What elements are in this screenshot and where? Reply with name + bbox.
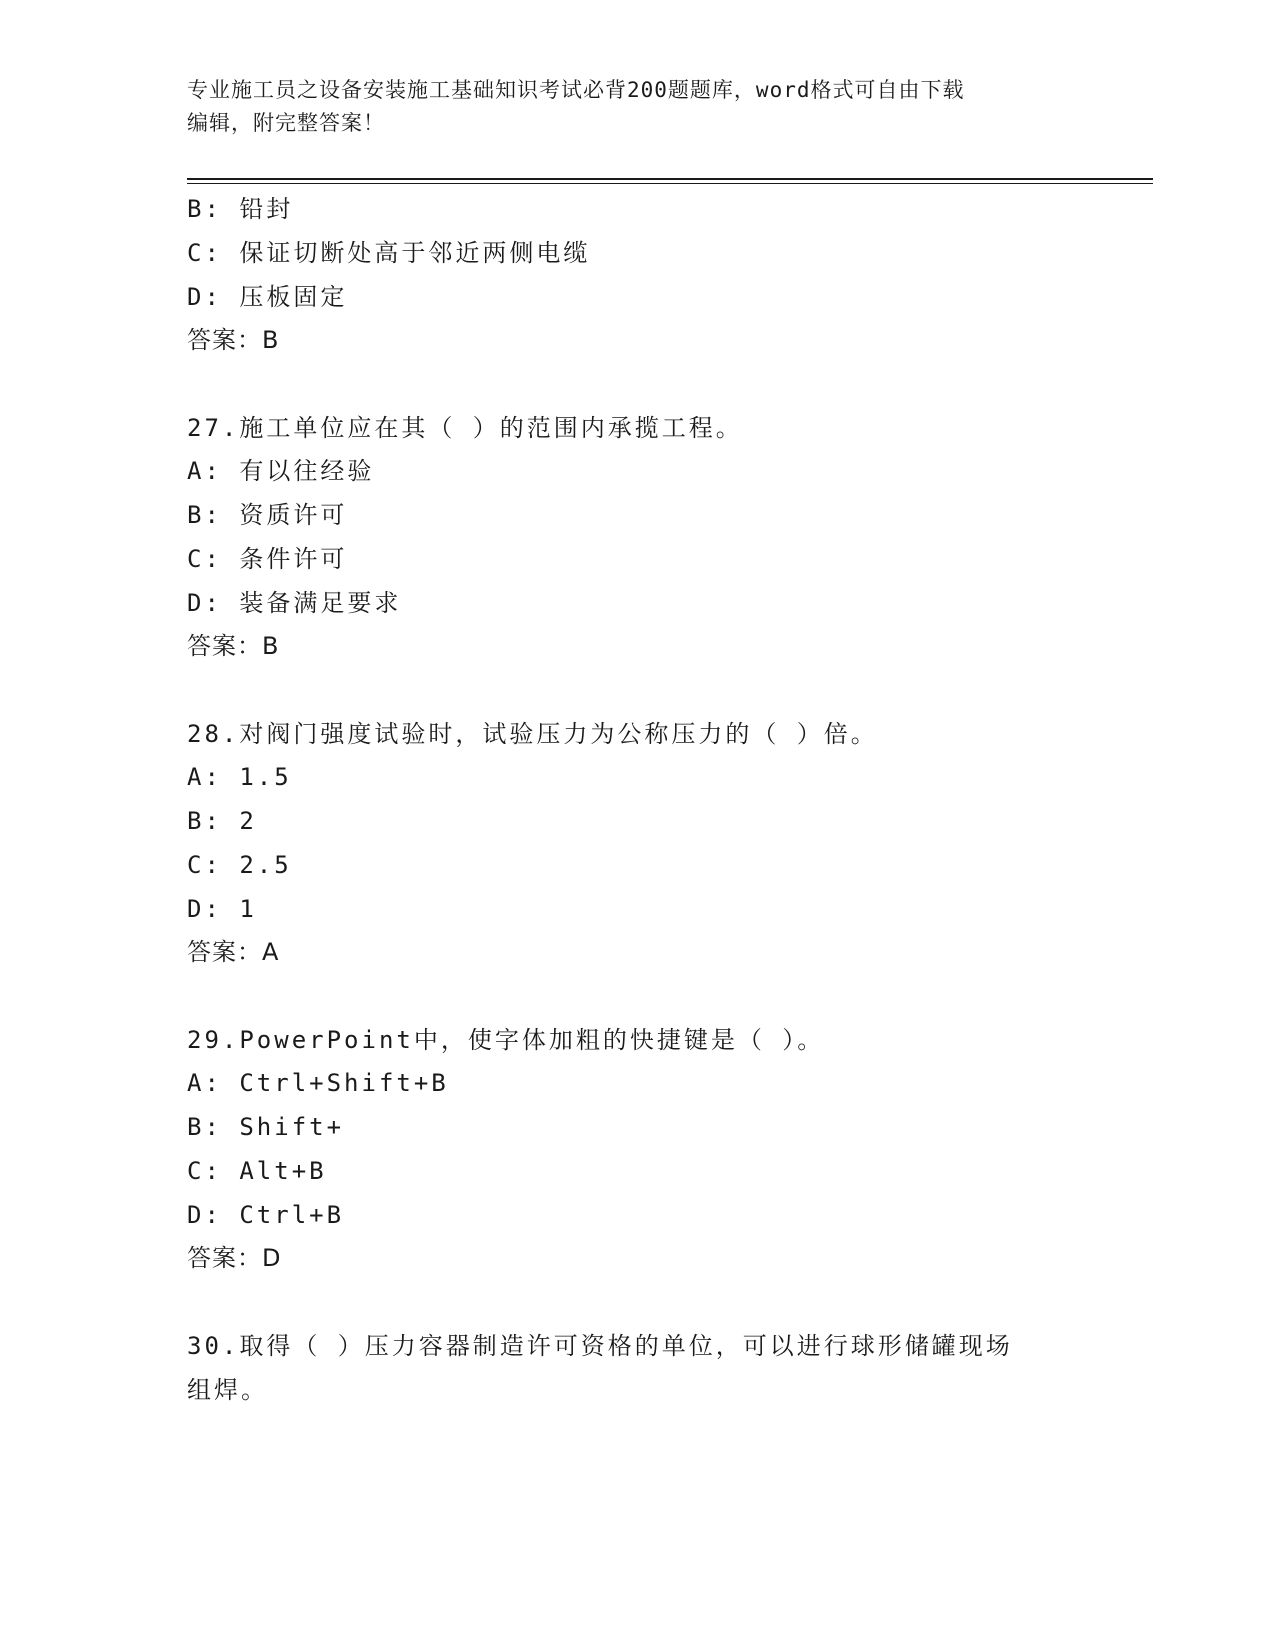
q26-option-d: D: 压板固定: [187, 283, 348, 311]
header-divider-thin: [187, 183, 1153, 184]
q28-question: 28.对阀门强度试验时，试验压力为公称压力的（ ）倍。: [187, 720, 878, 748]
q29-option-c: C: Alt+B: [187, 1157, 327, 1185]
q27-option-b: B: 资质许可: [187, 501, 348, 529]
q27-answer: 答案：B: [187, 632, 280, 660]
q28-answer: 答案：A: [187, 938, 280, 966]
q29-answer: 答案：D: [187, 1244, 282, 1272]
document-header: [187, 74, 1067, 140]
q27-option-a: A: 有以往经验: [187, 457, 375, 485]
q29-question: 29.PowerPoint中，使字体加粗的快捷键是（ ）。: [187, 1026, 825, 1054]
q27-question: 27.施工单位应在其（ ）的范围内承揽工程。: [187, 414, 743, 442]
q26-option-b: B: 铅封: [187, 195, 294, 223]
q30-question-line-2: 组焊。: [187, 1376, 268, 1404]
header-line-2: 编辑，附完整答案！: [187, 111, 385, 135]
q27-option-d: D: 装备满足要求: [187, 589, 402, 617]
q30-question-line-1: 30.取得（ ）压力容器制造许可资格的单位，可以进行球形储罐现场: [187, 1332, 1013, 1360]
q29-option-d: D: Ctrl+B: [187, 1201, 345, 1229]
q28-option-a: A: 1.5: [187, 763, 292, 791]
q28-option-b: B: 2: [187, 807, 257, 835]
q26-option-c: C: 保证切断处高于邻近两侧电缆: [187, 239, 591, 267]
header-line-1: 专业施工员之设备安装施工基础知识考试必背200题题库，word格式可自由下载: [187, 78, 965, 102]
q28-option-c: C: 2.5: [187, 851, 292, 879]
q29-option-a: A: Ctrl+Shift+B: [187, 1069, 449, 1097]
q26-answer: 答案：B: [187, 326, 280, 354]
q27-option-c: C: 条件许可: [187, 545, 348, 573]
q28-option-d: D: 1: [187, 895, 257, 923]
q29-option-b: B: Shift+: [187, 1113, 345, 1141]
header-divider-thick: [187, 178, 1153, 180]
